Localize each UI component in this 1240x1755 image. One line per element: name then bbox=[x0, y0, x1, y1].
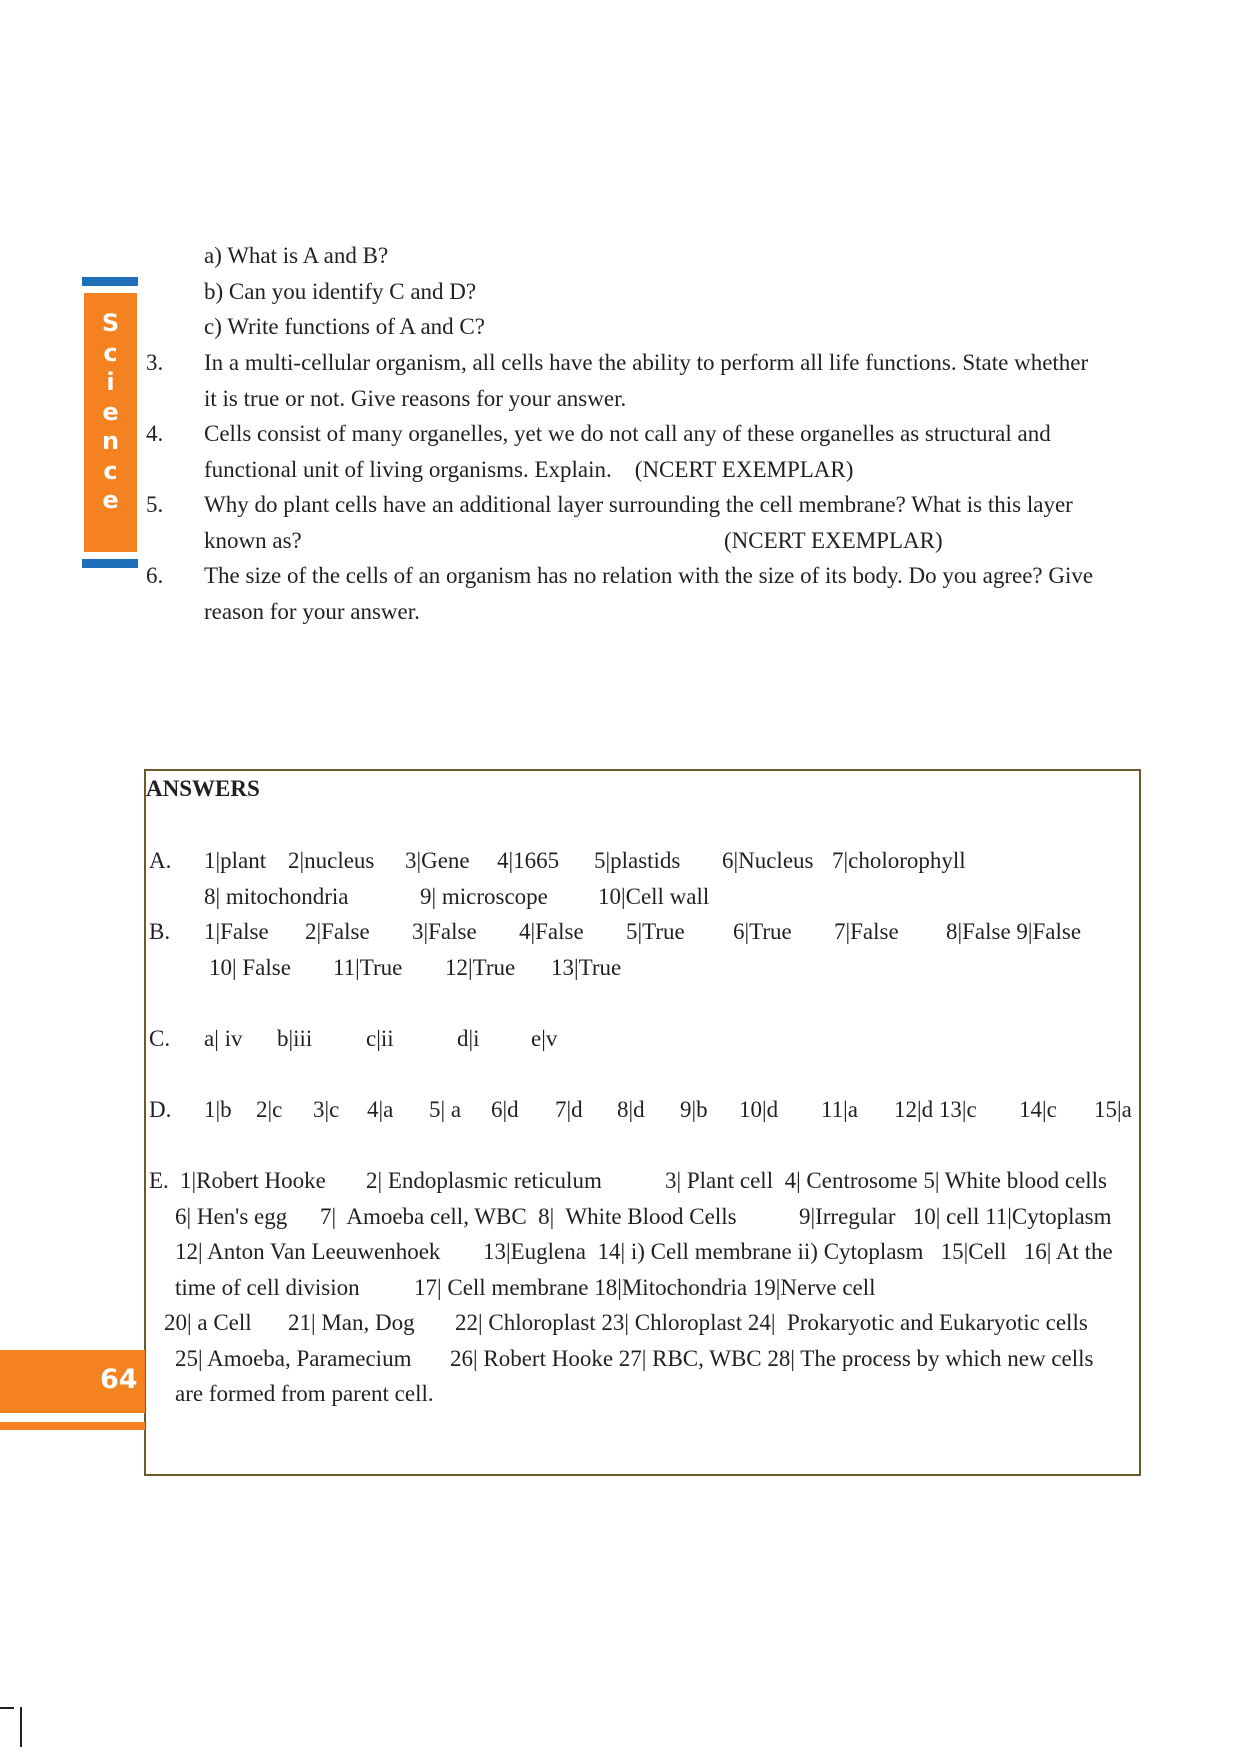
sub-question-a: a) What is A and B? bbox=[204, 243, 389, 268]
question-6-line-2: reason for your answer. bbox=[204, 599, 420, 624]
answer-label-a: A. bbox=[149, 848, 172, 873]
answer-d-item: 3|c bbox=[313, 1097, 340, 1122]
answer-label-b: B. bbox=[149, 919, 171, 944]
answer-b-item: 7|False bbox=[834, 919, 899, 944]
answer-b-item: 10| False bbox=[209, 955, 291, 980]
answer-e-item: 12| Anton Van Leeuwenhoek bbox=[175, 1239, 441, 1264]
answer-e-item: 13|Euglena 14| i) Cell membrane ii) Cytoplasm 15|Cell 16| At the bbox=[483, 1239, 1113, 1264]
answer-a-item: 7|cholorophyll bbox=[832, 848, 966, 873]
answer-c-item: d|i bbox=[457, 1026, 480, 1051]
answer-b-item: 6|True bbox=[733, 919, 792, 944]
answer-a-item: 6|Nucleus bbox=[722, 848, 814, 873]
answer-d-item: 2|c bbox=[256, 1097, 283, 1122]
side-tab-bottom-bar bbox=[82, 559, 138, 568]
answer-a-item: 2|nucleus bbox=[288, 848, 375, 873]
answer-e-item: 6| Hen's egg bbox=[175, 1204, 288, 1229]
answer-d-item: 11|a bbox=[821, 1097, 858, 1122]
question-number-3: 3. bbox=[146, 350, 164, 375]
answer-label-e: E. bbox=[149, 1168, 169, 1193]
question-4-line-1: Cells consist of many organelles, yet we do not call any of these organelles as structural and bbox=[204, 421, 1051, 446]
crop-mark-horizontal bbox=[0, 1707, 14, 1709]
question-number-6: 6. bbox=[146, 563, 164, 588]
answers-title: ANSWERS bbox=[146, 776, 260, 801]
answer-d-item: 5| a bbox=[429, 1097, 462, 1122]
answer-e-item: 21| Man, Dog bbox=[288, 1310, 415, 1335]
question-5-line-2: known as? bbox=[204, 528, 302, 553]
answer-d-item: 15|a bbox=[1094, 1097, 1132, 1122]
side-tab-letter: e bbox=[102, 398, 119, 426]
answer-e-item: 7| Amoeba cell, WBC 8| White Blood Cells bbox=[320, 1204, 737, 1229]
page-number-underline bbox=[0, 1422, 145, 1430]
answer-a-item: 10|Cell wall bbox=[598, 884, 710, 909]
answer-e-item: 20| a Cell bbox=[164, 1310, 252, 1335]
page-number: 64 bbox=[100, 1364, 138, 1395]
answer-e-item: 17| Cell membrane 18|Mitochondria 19|Nerve cell bbox=[414, 1275, 876, 1300]
answer-d-item: 1|b bbox=[204, 1097, 232, 1122]
answer-e-item: 9|Irregular 10| cell 11|Cytoplasm bbox=[799, 1204, 1112, 1229]
answer-b-item: 5|True bbox=[626, 919, 685, 944]
answer-a-item: 9| microscope bbox=[420, 884, 548, 909]
answer-e-item: 2| Endoplasmic reticulum bbox=[366, 1168, 602, 1193]
answer-d-item: 12|d 13|c bbox=[894, 1097, 977, 1122]
answer-c-item: b|iii bbox=[277, 1026, 313, 1051]
answer-c-item: c|ii bbox=[366, 1026, 394, 1051]
answer-e-item: are formed from parent cell. bbox=[175, 1381, 434, 1406]
answer-e-item: 1|Robert Hooke bbox=[180, 1168, 326, 1193]
sub-question-c: c) Write functions of A and C? bbox=[204, 314, 485, 339]
side-tab-letter: S bbox=[101, 309, 120, 337]
answer-a-item: 3|Gene bbox=[405, 848, 470, 873]
answer-a-item: 1|plant bbox=[204, 848, 267, 873]
answer-d-item: 7|d bbox=[555, 1097, 583, 1122]
question-4-line-2: functional unit of living organisms. Explain. (NCERT EXEMPLAR) bbox=[204, 457, 854, 482]
side-tab-letter: i bbox=[106, 368, 115, 396]
side-tab-letter: e bbox=[102, 486, 119, 514]
crop-mark-vertical bbox=[20, 1707, 22, 1747]
answer-b-item: 8|False 9|False bbox=[946, 919, 1082, 944]
answer-a-item: 4|1665 bbox=[497, 848, 560, 873]
question-number-4: 4. bbox=[146, 421, 164, 446]
answer-b-item: 1|False bbox=[204, 919, 269, 944]
answer-d-item: 8|d bbox=[617, 1097, 645, 1122]
answer-label-d: D. bbox=[149, 1097, 172, 1122]
answer-b-item: 2|False bbox=[305, 919, 370, 944]
question-6-line-1: The size of the cells of an organism has no relation with the size of its body. Do you agree? Give bbox=[204, 563, 1094, 588]
question-5-line-1: Why do plant cells have an additional layer surrounding the cell membrane? What is this layer bbox=[204, 492, 1073, 517]
answer-d-item: 4|a bbox=[367, 1097, 394, 1122]
side-tab-letter: c bbox=[103, 339, 118, 367]
side-tab-science bbox=[84, 293, 137, 552]
answer-b-item: 12|True bbox=[445, 955, 516, 980]
answer-e-item: 26| Robert Hooke 27| RBC, WBC 28| The process by which new cells bbox=[450, 1346, 1094, 1371]
answer-e-item: 22| Chloroplast 23| Chloroplast 24| Prokaryotic and Eukaryotic cells bbox=[455, 1310, 1088, 1335]
answer-d-item: 9|b bbox=[680, 1097, 708, 1122]
question-number-5: 5. bbox=[146, 492, 164, 517]
side-tab-top-bar bbox=[82, 277, 138, 286]
side-tab-letter: n bbox=[101, 427, 120, 455]
answer-b-item: 4|False bbox=[519, 919, 584, 944]
answer-c-item: a| iv bbox=[204, 1026, 243, 1051]
side-tab-letter: c bbox=[103, 457, 118, 485]
answer-a-item: 5|plastids bbox=[594, 848, 681, 873]
sub-question-b: b) Can you identify C and D? bbox=[204, 279, 477, 304]
question-3-line-1: In a multi-cellular organism, all cells have the ability to perform all life functions. State whether bbox=[204, 350, 1089, 375]
question-5-source: (NCERT EXEMPLAR) bbox=[724, 528, 943, 553]
answer-label-c: C. bbox=[149, 1026, 171, 1051]
answer-b-item: 3|False bbox=[412, 919, 477, 944]
question-3-line-2: it is true or not. Give reasons for your answer. bbox=[204, 386, 627, 411]
answer-d-item: 6|d bbox=[491, 1097, 519, 1122]
answer-a-item: 8| mitochondria bbox=[204, 884, 349, 909]
answer-b-item: 13|True bbox=[551, 955, 622, 980]
answer-c-item: e|v bbox=[531, 1026, 558, 1051]
answer-d-item: 10|d bbox=[739, 1097, 779, 1122]
answer-d-item: 14|c bbox=[1019, 1097, 1057, 1122]
answer-b-item: 11|True bbox=[333, 955, 403, 980]
answer-e-item: 25| Amoeba, Paramecium bbox=[175, 1346, 412, 1371]
answer-e-item: 3| Plant cell 4| Centrosome 5| White blood cells bbox=[665, 1168, 1108, 1193]
answer-e-item: time of cell division bbox=[175, 1275, 360, 1300]
